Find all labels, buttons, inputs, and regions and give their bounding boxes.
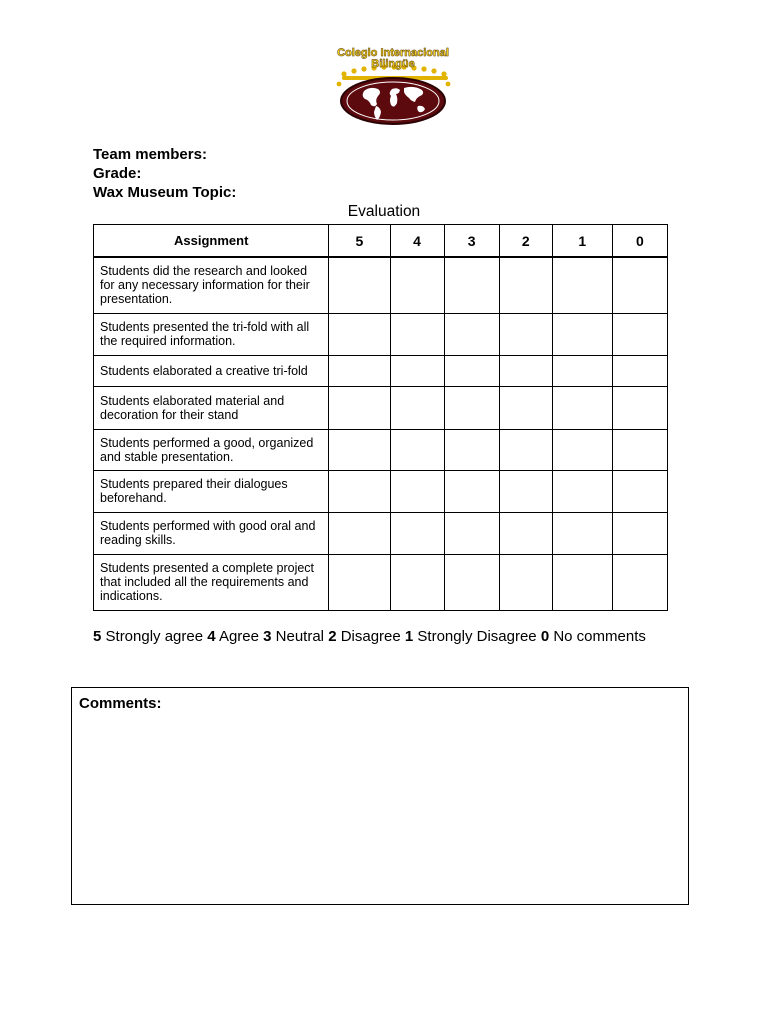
legend-label: Strongly agree xyxy=(105,628,204,645)
score-cell[interactable] xyxy=(612,512,667,554)
criterion-cell: Students did the research and looked for any necessary information for their presentation. xyxy=(94,257,329,313)
score-cell[interactable] xyxy=(499,355,552,386)
header-assignment: Assignment xyxy=(94,225,329,258)
score-cell[interactable] xyxy=(444,313,499,355)
table-row xyxy=(94,554,668,610)
criterion-cell: Students elaborated material and decoration for their stand xyxy=(94,386,329,429)
header-score-0: 0 xyxy=(612,225,667,258)
criterion-cell: Students performed a good, organized and stable presentation. xyxy=(94,429,329,470)
score-cell[interactable] xyxy=(390,554,444,610)
score-cell[interactable] xyxy=(612,470,667,512)
score-cell[interactable] xyxy=(552,554,612,610)
logo-school-name: Colegio Internacional xyxy=(337,47,449,59)
legend-label: Neutral xyxy=(275,628,325,645)
score-cell[interactable] xyxy=(444,429,499,470)
score-cell[interactable] xyxy=(612,257,667,313)
score-cell[interactable] xyxy=(390,512,444,554)
table-row xyxy=(94,386,668,429)
logo-school-subtitle: Bilingüe xyxy=(371,58,415,70)
score-cell[interactable] xyxy=(499,257,552,313)
team-members-label: Team members: xyxy=(93,146,207,163)
score-cell[interactable] xyxy=(552,470,612,512)
table-row xyxy=(94,355,668,386)
table-row xyxy=(94,512,668,554)
legend-score: 4 xyxy=(207,628,216,645)
criterion-cell: Students presented the tri-fold with all the required information. xyxy=(94,313,329,355)
header-score-4: 4 xyxy=(390,225,444,258)
evaluation-title: Evaluation xyxy=(347,203,421,220)
score-cell[interactable] xyxy=(499,429,552,470)
score-cell[interactable] xyxy=(390,470,444,512)
score-cell[interactable] xyxy=(329,554,390,610)
table-row xyxy=(94,470,668,512)
score-cell[interactable] xyxy=(552,313,612,355)
score-cell[interactable] xyxy=(499,554,552,610)
score-cell[interactable] xyxy=(390,386,444,429)
score-cell[interactable] xyxy=(444,257,499,313)
score-cell[interactable] xyxy=(552,512,612,554)
score-cell[interactable] xyxy=(552,386,612,429)
score-cell[interactable] xyxy=(499,470,552,512)
score-cell[interactable] xyxy=(329,355,390,386)
criterion-cell: Students elaborated a creative tri-fold xyxy=(94,355,329,386)
score-cell[interactable] xyxy=(612,429,667,470)
table-row xyxy=(94,429,668,470)
legend-score: 3 xyxy=(263,628,272,645)
criterion-cell: Students prepared their dialogues beforehand. xyxy=(94,470,329,512)
school-logo xyxy=(322,44,464,128)
table-row xyxy=(94,313,668,355)
grade-label: Grade: xyxy=(93,165,142,182)
score-cell[interactable] xyxy=(390,355,444,386)
legend-label: Disagree xyxy=(340,628,401,645)
score-cell[interactable] xyxy=(444,355,499,386)
score-cell[interactable] xyxy=(444,386,499,429)
score-cell[interactable] xyxy=(329,386,390,429)
score-cell[interactable] xyxy=(390,257,444,313)
score-cell[interactable] xyxy=(329,429,390,470)
score-cell[interactable] xyxy=(390,313,444,355)
legend-label: Strongly Disagree xyxy=(417,628,537,645)
comments-label: Comments: xyxy=(79,695,162,712)
score-cell[interactable] xyxy=(329,313,390,355)
header-score-5: 5 xyxy=(329,225,390,258)
score-cell[interactable] xyxy=(329,257,390,313)
table-row xyxy=(94,257,668,313)
wax-museum-topic-label: Wax Museum Topic: xyxy=(93,184,237,201)
score-cell[interactable] xyxy=(552,257,612,313)
score-cell[interactable] xyxy=(552,429,612,470)
legend-score: 1 xyxy=(404,628,414,645)
score-cell[interactable] xyxy=(499,512,552,554)
header-score-1: 1 xyxy=(552,225,612,258)
score-cell[interactable] xyxy=(499,313,552,355)
score-cell[interactable] xyxy=(329,470,390,512)
legend-score: 0 xyxy=(540,628,550,645)
legend-label: Agree xyxy=(218,628,259,645)
score-cell[interactable] xyxy=(499,386,552,429)
legend-score: 2 xyxy=(328,628,337,645)
score-cell[interactable] xyxy=(444,470,499,512)
legend-score: 5 xyxy=(93,628,102,645)
score-cell[interactable] xyxy=(612,554,667,610)
criterion-cell: Students presented a complete project that included all the requirements and indications. xyxy=(94,554,329,610)
criterion-cell: Students performed with good oral and reading skills. xyxy=(94,512,329,554)
score-cell[interactable] xyxy=(612,386,667,429)
score-cell[interactable] xyxy=(612,355,667,386)
score-cell[interactable] xyxy=(444,554,499,610)
evaluation-rubric-table xyxy=(93,224,668,611)
header-score-2: 2 xyxy=(499,225,552,258)
comments-box[interactable] xyxy=(71,687,689,905)
score-cell[interactable] xyxy=(390,429,444,470)
legend-label: No comments xyxy=(553,628,646,645)
score-cell[interactable] xyxy=(329,512,390,554)
score-cell[interactable] xyxy=(552,355,612,386)
rubric-header-row xyxy=(94,225,668,258)
score-legend xyxy=(93,628,646,645)
score-cell[interactable] xyxy=(444,512,499,554)
header-score-3: 3 xyxy=(444,225,499,258)
score-cell[interactable] xyxy=(612,313,667,355)
